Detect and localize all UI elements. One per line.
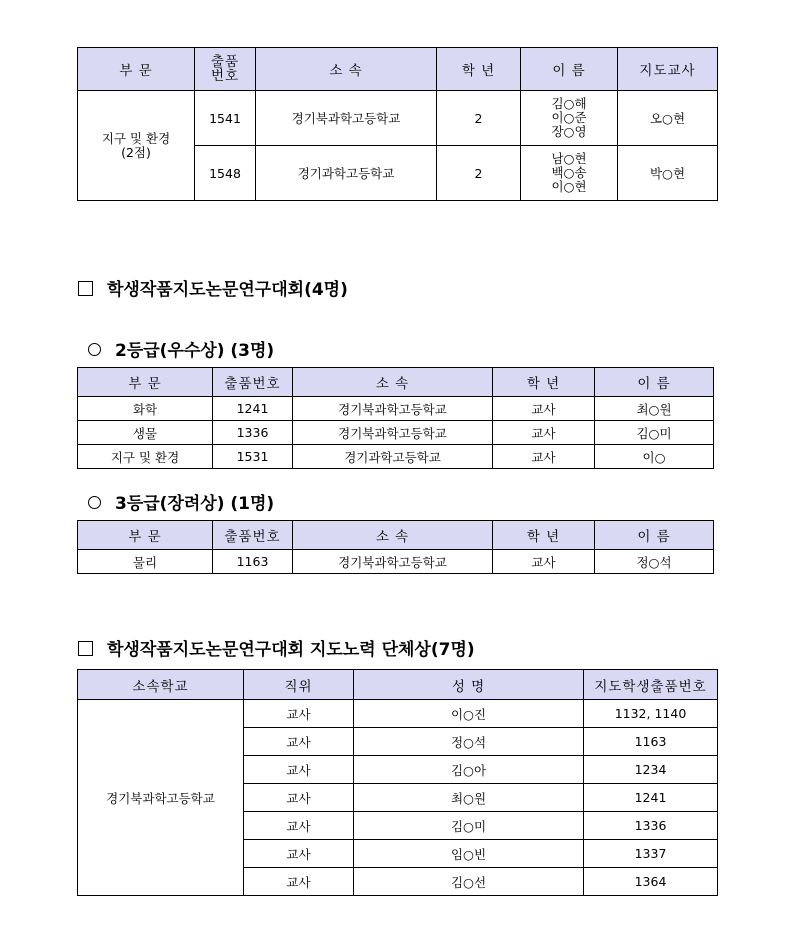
table-row: 지구 및 환경 1531 경기과학고등학교 교사 이○ — [78, 445, 714, 469]
school: 경기과학고등학교 — [256, 146, 437, 201]
table-earth-env — [77, 47, 718, 201]
col-header-grade: 학 년 — [493, 368, 595, 397]
advisor: 오○현 — [618, 91, 718, 146]
grade: 2 — [437, 91, 521, 146]
student-names: 김○해 이○준 장○영 — [521, 91, 618, 146]
table-row: 교사 김○아 1234 — [78, 756, 718, 784]
col-header-school: 소속학교 — [78, 670, 244, 700]
col-header-division: 부 문 — [78, 48, 195, 91]
circle-bullet-icon — [88, 343, 101, 356]
table-row: 교사 김○미 1336 — [78, 812, 718, 840]
col-header-entry-no: 출품 번호 — [195, 48, 256, 91]
col-header-name: 이 름 — [595, 368, 714, 397]
category-cell: 지구 및 환경 (2점) — [78, 91, 195, 201]
col-header-affiliation: 소 속 — [293, 368, 493, 397]
subsection-title-grade3: 3등급(장려상) (1명) — [88, 489, 274, 514]
school-cell: 경기북과학고등학교 — [78, 700, 244, 896]
col-header-name: 이 름 — [595, 521, 714, 550]
entry-no: 1541 — [195, 91, 256, 146]
col-header-grade: 학 년 — [493, 521, 595, 550]
checkbox-bullet-icon — [78, 641, 93, 656]
advisor: 박○현 — [618, 146, 718, 201]
col-header-position: 직위 — [244, 670, 354, 700]
table-row: 교사 정○석 1163 — [78, 728, 718, 756]
table-row: 교사 김○선 1364 — [78, 868, 718, 896]
table-row: 경기북과학고등학교 교사 이○진 1132, 1140 — [78, 700, 718, 728]
col-header-grade: 학 년 — [437, 48, 521, 91]
school: 경기북과학고등학교 — [256, 91, 437, 146]
student-names: 남○현 백○송 이○현 — [521, 146, 618, 201]
table-grade2 — [77, 367, 714, 469]
subsection-title-grade2: 2등급(우수상) (3명) — [88, 336, 274, 361]
checkbox-bullet-icon — [78, 281, 93, 296]
section-title-contest: 학생작품지도논문연구대회(4명) — [78, 275, 348, 300]
col-header-entry-no: 출품번호 — [213, 521, 293, 550]
col-header-student-entry-no: 지도학생출품번호 — [584, 670, 718, 700]
table-group-award — [77, 669, 718, 896]
grade: 2 — [437, 146, 521, 201]
col-header-affiliation: 소 속 — [256, 48, 437, 91]
table-row: 화학 1241 경기북과학고등학교 교사 최○원 — [78, 397, 714, 421]
col-header-name: 이 름 — [521, 48, 618, 91]
col-header-division: 부 문 — [78, 521, 213, 550]
col-header-entry-no: 출품번호 — [213, 368, 293, 397]
col-header-advisor: 지도교사 — [618, 48, 718, 91]
entry-no: 1548 — [195, 146, 256, 201]
table-row: 교사 최○원 1241 — [78, 784, 718, 812]
col-header-affiliation: 소 속 — [293, 521, 493, 550]
col-header-division: 부 문 — [78, 368, 213, 397]
table-row: 교사 임○빈 1337 — [78, 840, 718, 868]
circle-bullet-icon — [88, 496, 101, 509]
col-header-full-name: 성 명 — [354, 670, 584, 700]
table-row: 생물 1336 경기북과학고등학교 교사 김○미 — [78, 421, 714, 445]
table-grade3 — [77, 520, 714, 574]
section-title-group-award: 학생작품지도논문연구대회 지도노력 단체상(7명) — [78, 635, 475, 660]
table-row: 물리 1163 경기북과학고등학교 교사 정○석 — [78, 550, 714, 574]
